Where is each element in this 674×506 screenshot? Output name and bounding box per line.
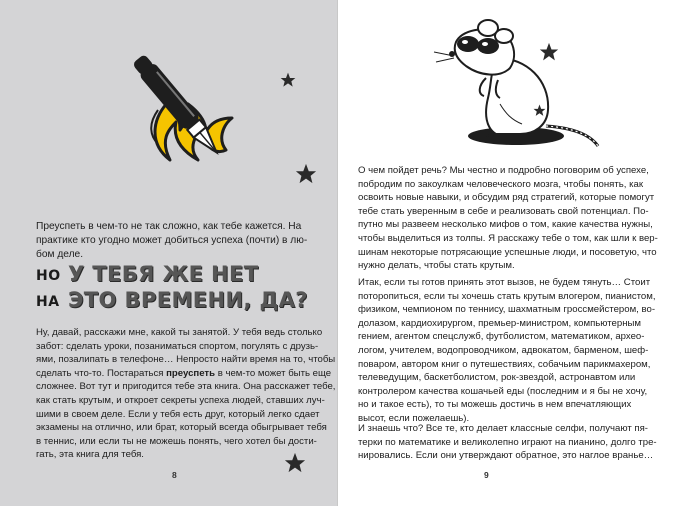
text-line: И знаешь что? Все те, кто делает классные селфи, получают пя- xyxy=(358,423,648,434)
section-heading xyxy=(36,262,316,314)
paragraph-3 xyxy=(358,422,657,463)
text-line: Преуспеть в чем-то не так сложно, как тебе кажется. На xyxy=(36,221,302,232)
text-line: логом, учителем, водопроводчиком, адвокатом, барменом, шеф- xyxy=(358,344,649,356)
text-line: сделать что-то. Постараться преуспеть в чем-то может быть еще xyxy=(36,367,332,379)
text-line: побродим по закоулкам человеческого мозга, чтобы понять, как xyxy=(358,178,644,190)
star-icon xyxy=(280,72,296,88)
text-line: экзамены на отлично, или брат, который всегда обыгрывает тебя xyxy=(36,422,327,434)
right-page xyxy=(337,0,674,506)
star-icon xyxy=(295,163,317,185)
fountain-pen-icon xyxy=(110,40,250,190)
heading-small-word: НА xyxy=(36,294,60,310)
intro-paragraph xyxy=(36,220,307,262)
page-number: 9 xyxy=(484,470,489,480)
text-line: телеведущим, баскетболистом, рок-звездой, астронавтом или xyxy=(358,372,636,384)
text-line: физиком, чемпионом по теннису, шахматным гроссмейстером, во- xyxy=(358,304,656,316)
text-line: Итак, если ты готов принять этот вызов, не будем тянуть… Стоит xyxy=(358,277,651,288)
text-line: чтобы выделиться из толпы. Я расскажу тебе о том, как шли к вер- xyxy=(358,232,658,244)
text-line: высот, если пожелаешь). xyxy=(358,412,470,424)
text-line: освоить новые навыки, и обсудим ряд стратегий, которые помогут xyxy=(358,192,655,204)
star-icon xyxy=(539,42,559,62)
text-line: нировались. Если они утверждают обратное, это наглое вранье… xyxy=(358,450,654,462)
text-line: ями, позалипать в телефоне… Непросто найти время на то, чтобы xyxy=(36,354,336,366)
text-line: как стать крутым, и откроет секреты успеха людей, ставших луч- xyxy=(36,394,325,406)
text-line: шинам некоторые потрясающие успешные люди, и посоветую, что xyxy=(358,246,657,258)
star-icon xyxy=(533,104,546,117)
text-line: шими в своем деле. Если у тебя есть друг, который легко сдает xyxy=(36,408,320,420)
text-line: гением, агентом спецслужб, футболистом, математиком, архео- xyxy=(358,331,645,343)
heading-big-line: ЭТО ВРЕМЕНИ, ДА? xyxy=(68,288,308,312)
text-line: в теннис, или если ты не можешь понять, чего хотел бы дости- xyxy=(36,435,317,447)
text-line: долазом, кардиохирургом, премьер-министром, компьютерным xyxy=(358,317,641,329)
page-number: 8 xyxy=(172,470,177,480)
text-line: О чем пойдет речь? Мы честно и подробно поговорим об успехе, xyxy=(358,165,649,176)
text-line: тебе стать уверенным в себе и реализовать свой потенциал. По- xyxy=(358,205,649,217)
text-line: нужно делать, чтобы стать крутым. xyxy=(358,260,515,272)
paragraph-2 xyxy=(358,276,656,426)
text-line: гать, эта книга для тебя. xyxy=(36,449,144,461)
body-paragraph xyxy=(36,326,335,462)
text-line: сложнее. Вот тут и пригодится тебе эта книга. Она расскажет тебе, xyxy=(36,381,336,393)
text-line: поторопиться, если ты хочешь стать крутым влогером, пианистом, xyxy=(358,290,656,302)
text-line: забот: сделать уроки, позаниматься спортом, погулять с друзь- xyxy=(36,340,319,352)
text-line: поваром, автором книг о путешествиях, собачьим парикмахером, xyxy=(358,358,651,370)
text-line: практике кто угодно может добиться успеха (почти) в лю- xyxy=(36,235,308,246)
text-line: терки по математике и великолепно играют на пианино, долго тре- xyxy=(358,436,657,448)
heading-small-word: НО xyxy=(36,268,61,284)
text-line: Ну, давай, расскажи мне, какой ты занятой. У тебя ведь столько xyxy=(36,327,323,338)
text-line: бом деле. xyxy=(36,249,84,260)
mouse-with-sunglasses-icon xyxy=(426,18,626,153)
text-line: путно мы развеем несколько мифов о том, какие качества нужны, xyxy=(358,219,653,231)
paragraph-1 xyxy=(358,164,658,273)
text-line: контролером качества кошачьей еды (последним и я бы не хочу, xyxy=(358,385,648,397)
heading-big-line: У ТЕБЯ ЖЕ НЕТ xyxy=(68,262,259,286)
text-line: но и такое есть), то ты можешь достичь в нем впечатляющих xyxy=(358,399,632,411)
